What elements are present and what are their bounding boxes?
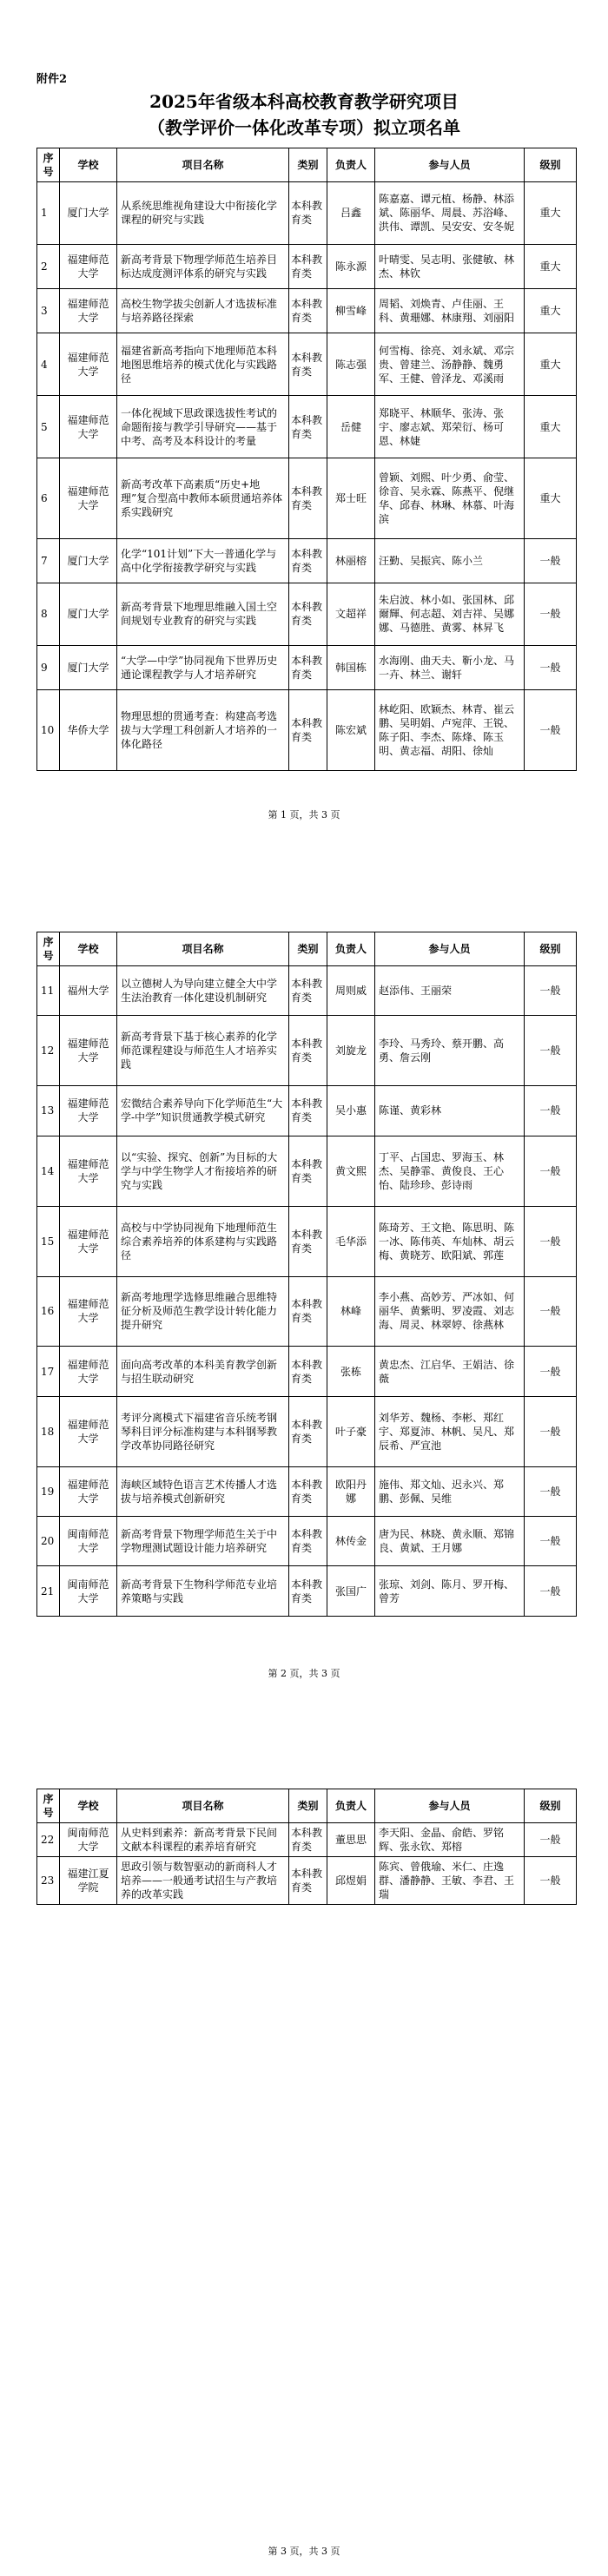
cell-level: 一般 — [525, 1016, 577, 1086]
header-members: 参与人员 — [375, 148, 525, 182]
cell-school: 厦门大学 — [60, 182, 117, 245]
cell-level: 一般 — [525, 1517, 577, 1566]
cell-index: 10 — [37, 689, 60, 770]
page-footer: 第 2 页，共 3 页 — [268, 1668, 340, 1679]
cell-level: 一般 — [525, 1347, 577, 1396]
cell-level: 一般 — [525, 538, 577, 583]
cell-index: 21 — [37, 1566, 60, 1617]
cell-school: 福建师范大学 — [60, 458, 117, 539]
cell-category: 本科教育类 — [289, 645, 327, 689]
cell-level: 重大 — [525, 182, 577, 245]
cell-index: 6 — [37, 458, 60, 539]
cell-school: 福建师范大学 — [60, 1347, 117, 1396]
cell-school: 福建师范大学 — [60, 396, 117, 458]
cell-school: 福建师范大学 — [60, 1136, 117, 1206]
cell-project-name: 新高考背景下地理思维融入国土空间规划专业教育的研究与实践 — [117, 583, 289, 645]
cell-school: 福建师范大学 — [60, 1276, 117, 1347]
cell-level: 重大 — [525, 396, 577, 458]
cell-project-name: 新高考背景下物理学师范生培养目标达成度测评体系的研究与实践 — [117, 244, 289, 288]
table-row — [37, 966, 577, 1016]
table-body — [37, 966, 577, 1617]
cell-leader: 吕鑫 — [327, 182, 375, 245]
table-body — [37, 1823, 577, 1905]
header-leader: 负责人 — [327, 1789, 375, 1823]
cell-project-name: 新高考改革下高素质“历史+地理”复合型高中教师本硕贯通培养体系实践研究 — [117, 458, 289, 539]
cell-leader: 岳健 — [327, 396, 375, 458]
table-row — [37, 1206, 577, 1276]
header-row — [37, 1789, 577, 1823]
cell-leader: 张国广 — [327, 1566, 375, 1617]
table-header — [37, 148, 577, 182]
cell-project-name: 从史料到素养：新高考背景下民间文献本科课程的素养培育研究 — [117, 1823, 289, 1857]
cell-school: 福州大学 — [60, 966, 117, 1016]
cell-index: 16 — [37, 1276, 60, 1347]
cell-project-name: 思政引领与数智驱动的新商科人才培养——一般通考试招生与产教培养的改革实践 — [117, 1857, 289, 1905]
cell-school: 福建师范大学 — [60, 244, 117, 288]
cell-category: 本科教育类 — [289, 458, 327, 539]
cell-category: 本科教育类 — [289, 396, 327, 458]
cell-level: 一般 — [525, 1136, 577, 1206]
header-category: 类别 — [289, 148, 327, 182]
cell-index: 22 — [37, 1823, 60, 1857]
cell-level: 一般 — [525, 1276, 577, 1347]
cell-index: 3 — [37, 289, 60, 333]
cell-index: 17 — [37, 1347, 60, 1396]
cell-project-name: 高校与中学协同视角下地理师范生综合素养培养的体系建构与实践路径 — [117, 1206, 289, 1276]
cell-category: 本科教育类 — [289, 1823, 327, 1857]
cell-leader: 陈宏斌 — [327, 689, 375, 770]
cell-members: 陈嘉嘉、谭元植、杨静、林添斌、陈丽华、周晨、苏浴峰、洪伟、谭凯、吴安安、安冬妮 — [375, 182, 525, 245]
table-row — [37, 689, 577, 770]
header-level: 级别 — [525, 932, 577, 966]
cell-project-name: 福建省新高考指向下地理师范本科地图思维培养的模式优化与实践路径 — [117, 333, 289, 396]
cell-level: 一般 — [525, 1823, 577, 1857]
cell-school: 福建江夏学院 — [60, 1857, 117, 1905]
cell-leader: 陈永源 — [327, 244, 375, 288]
table-row — [37, 583, 577, 645]
table-row — [37, 1466, 577, 1516]
cell-leader: 林传金 — [327, 1517, 375, 1566]
title-line-2: （教学评价一体化改革专项）拟立项名单 — [148, 117, 460, 138]
cell-project-name: 面向高考改革的本科美育教学创新与招生联动研究 — [117, 1347, 289, 1396]
cell-members: 朱启波、林小如、张国林、邱爾輝、何志超、刘吉祥、吴娜娜、马德胜、黄雾、林昇飞 — [375, 583, 525, 645]
header-members: 参与人员 — [375, 932, 525, 966]
cell-category: 本科教育类 — [289, 1857, 327, 1905]
cell-project-name: 宏微结合素养导向下化学师范生“大学-中学”知识贯通教学模式研究 — [117, 1086, 289, 1136]
cell-category: 本科教育类 — [289, 289, 327, 333]
table-row — [37, 289, 577, 333]
cell-school: 闽南师范大学 — [60, 1823, 117, 1857]
header-level: 级别 — [525, 148, 577, 182]
cell-school: 闽南师范大学 — [60, 1517, 117, 1566]
cell-project-name: 化学“101计划”下大一普通化学与高中化学衔接教学研究与实践 — [117, 538, 289, 583]
cell-members: 曾颖、刘熙、叶少勇、俞莹、徐音、吴永霖、陈燕平、倪继华、邱春、林琳、林慕、叶海滨 — [375, 458, 525, 539]
cell-category: 本科教育类 — [289, 1517, 327, 1566]
table-row — [37, 1857, 577, 1905]
cell-level: 一般 — [525, 966, 577, 1016]
cell-category: 本科教育类 — [289, 1136, 327, 1206]
cell-school: 华侨大学 — [60, 689, 117, 770]
cell-index: 9 — [37, 645, 60, 689]
cell-category: 本科教育类 — [289, 1566, 327, 1617]
cell-level: 重大 — [525, 333, 577, 396]
cell-school: 福建师范大学 — [60, 333, 117, 396]
cell-members: 张琼、刘剑、陈月、罗开梅、曾芳 — [375, 1566, 525, 1617]
cell-school: 闽南师范大学 — [60, 1566, 117, 1617]
header-project: 项目名称 — [117, 932, 289, 966]
table-header — [37, 1789, 577, 1823]
cell-school: 福建师范大学 — [60, 1086, 117, 1136]
header-row — [37, 148, 577, 182]
cell-leader: 柳雪峰 — [327, 289, 375, 333]
cell-level: 一般 — [525, 1086, 577, 1136]
header-index: 序号 — [37, 1789, 60, 1823]
cell-index: 15 — [37, 1206, 60, 1276]
cell-index: 7 — [37, 538, 60, 583]
cell-category: 本科教育类 — [289, 1347, 327, 1396]
cell-leader: 韩国栋 — [327, 645, 375, 689]
cell-leader: 邱煜娟 — [327, 1857, 375, 1905]
cell-index: 13 — [37, 1086, 60, 1136]
cell-category: 本科教育类 — [289, 182, 327, 245]
header-category: 类别 — [289, 1789, 327, 1823]
cell-level: 一般 — [525, 1466, 577, 1516]
cell-leader: 周则威 — [327, 966, 375, 1016]
page-footer: 第 3 页，共 3 页 — [268, 2546, 340, 2557]
cell-leader: 刘旋龙 — [327, 1016, 375, 1086]
cell-members: 赵添伟、王丽荣 — [375, 966, 525, 1016]
cell-category: 本科教育类 — [289, 689, 327, 770]
cell-level: 一般 — [525, 1206, 577, 1276]
project-table — [36, 1789, 577, 1905]
cell-category: 本科教育类 — [289, 1206, 327, 1276]
header-index: 序号 — [37, 932, 60, 966]
cell-members: 何雪梅、徐亮、刘永斌、邓宗贵、曾建兰、汤静静、魏勇军、王健、曾泽龙、邓溪雨 — [375, 333, 525, 396]
page-3 — [0, 1717, 608, 2576]
table-row — [37, 333, 577, 396]
cell-index: 23 — [37, 1857, 60, 1905]
cell-members: 汪勤、吴振宾、陈小兰 — [375, 538, 525, 583]
cell-level: 一般 — [525, 1566, 577, 1617]
cell-members: 唐为民、林晓、黄永顺、郑锦良、黄斌、王月娜 — [375, 1517, 525, 1566]
cell-category: 本科教育类 — [289, 244, 327, 288]
cell-leader: 文超祥 — [327, 583, 375, 645]
cell-category: 本科教育类 — [289, 1086, 327, 1136]
cell-members: 施伟、郑文灿、迟永兴、郑鹏、彭佩、吴维 — [375, 1466, 525, 1516]
cell-members: 陈谨、黄彩林 — [375, 1086, 525, 1136]
cell-category: 本科教育类 — [289, 333, 327, 396]
header-school: 学校 — [60, 932, 117, 966]
cell-index: 12 — [37, 1016, 60, 1086]
header-members: 参与人员 — [375, 1789, 525, 1823]
cell-project-name: 从系统思维视角建设大中衔接化学课程的研究与实践 — [117, 182, 289, 245]
cell-project-name: 高校生物学拔尖创新人才选拔标准与培养路径探索 — [117, 289, 289, 333]
cell-leader: 吴小惠 — [327, 1086, 375, 1136]
cell-leader: 陈志强 — [327, 333, 375, 396]
document-title — [0, 89, 608, 141]
cell-members: 李玲、马秀玲、蔡开鹏、高勇、詹云刚 — [375, 1016, 525, 1086]
cell-level: 一般 — [525, 1857, 577, 1905]
header-leader: 负责人 — [327, 932, 375, 966]
cell-members: 水海刚、曲天夫、靳小龙、马一卉、林兰、谢轩 — [375, 645, 525, 689]
cell-school: 厦门大学 — [60, 645, 117, 689]
cell-level: 一般 — [525, 1396, 577, 1466]
table-row — [37, 1396, 577, 1466]
cell-project-name: 物理思想的贯通考查：构建高考选拔与大学理工科创新人才培养的一体化路径 — [117, 689, 289, 770]
cell-level: 重大 — [525, 458, 577, 539]
cell-index: 1 — [37, 182, 60, 245]
cell-leader: 张栋 — [327, 1347, 375, 1396]
cell-school: 厦门大学 — [60, 538, 117, 583]
table-row — [37, 458, 577, 539]
cell-school: 福建师范大学 — [60, 289, 117, 333]
cell-category: 本科教育类 — [289, 966, 327, 1016]
project-table — [36, 148, 577, 771]
project-table — [36, 932, 577, 1617]
page-1 — [0, 0, 608, 859]
cell-leader: 林丽榕 — [327, 538, 375, 583]
cell-leader: 欧阳丹娜 — [327, 1466, 375, 1516]
cell-index: 19 — [37, 1466, 60, 1516]
cell-index: 2 — [37, 244, 60, 288]
cell-members: 郑晓平、林顺华、张涛、张宇、廖志斌、郑荣衍、杨可恩、林婕 — [375, 396, 525, 458]
cell-project-name: 新高考背景下基于核心素养的化学师范课程建设与师范生人才培养实践 — [117, 1016, 289, 1086]
table-row — [37, 1086, 577, 1136]
cell-leader: 董思思 — [327, 1823, 375, 1857]
cell-index: 11 — [37, 966, 60, 1016]
cell-members: 周韬、刘焕青、卢佳丽、王科、黄珊娜、林康翔、刘丽阳 — [375, 289, 525, 333]
cell-index: 4 — [37, 333, 60, 396]
header-project: 项目名称 — [117, 1789, 289, 1823]
table-row — [37, 1517, 577, 1566]
page-footer: 第 1 页，共 3 页 — [268, 809, 340, 820]
title-line-1: 2025年省级本科高校教育教学研究项目 — [149, 91, 459, 112]
header-school: 学校 — [60, 1789, 117, 1823]
cell-project-name: 考评分离模式下福建省音乐统考钢琴科目评分标准构建与本科钢琴教学改革协同路径研究 — [117, 1396, 289, 1466]
table-row — [37, 1276, 577, 1347]
cell-index: 20 — [37, 1517, 60, 1566]
cell-category: 本科教育类 — [289, 1016, 327, 1086]
cell-index: 8 — [37, 583, 60, 645]
attachment-label: 附件2 — [36, 73, 68, 86]
cell-project-name: 新高考背景下物理学师范生关于中学物理测试题设计能力培养研究 — [117, 1517, 289, 1566]
header-school: 学校 — [60, 148, 117, 182]
table-header — [37, 932, 577, 966]
cell-members: 林屹阳、欧颖杰、林青、崔云鹏、吴明娟、卢宛萍、王锐、陈子阳、李杰、陈烽、陈玉明、黄志福、胡阳、徐灿 — [375, 689, 525, 770]
cell-index: 18 — [37, 1396, 60, 1466]
cell-members: 刘华芳、魏杨、李彬、郑红宇、郑夏沛、林帆、吴凡、郑辰希、严宣池 — [375, 1396, 525, 1466]
cell-level: 重大 — [525, 289, 577, 333]
cell-members: 李天阳、金晶、俞皓、罗铭辉、张永钦、郑榕 — [375, 1823, 525, 1857]
table-row — [37, 182, 577, 245]
table-row — [37, 244, 577, 288]
cell-level: 一般 — [525, 689, 577, 770]
cell-project-name: 新高考地理学选修思维融合思维特征分析及师范生教学设计转化能力提升研究 — [117, 1276, 289, 1347]
cell-index: 14 — [37, 1136, 60, 1206]
cell-project-name: “大学—中学”协同视角下世界历史通论课程教学与人才培养研究 — [117, 645, 289, 689]
table-row — [37, 538, 577, 583]
cell-school: 福建师范大学 — [60, 1016, 117, 1086]
cell-project-name: 海峡区域特色语言艺术传播人才选拔与培养模式创新研究 — [117, 1466, 289, 1516]
cell-category: 本科教育类 — [289, 1396, 327, 1466]
cell-members: 黄忠杰、江启华、王娟洁、徐薇 — [375, 1347, 525, 1396]
header-project: 项目名称 — [117, 148, 289, 182]
cell-members: 陈琦芳、王文艳、陈思明、陈一冰、陈伟英、车灿林、胡云梅、黄晓芳、欧阳斌、郭莲 — [375, 1206, 525, 1276]
table-row — [37, 645, 577, 689]
cell-level: 一般 — [525, 583, 577, 645]
cell-leader: 叶子豪 — [327, 1396, 375, 1466]
cell-members: 陈宾、曾俄瑜、米仁、庄逸群、潘静静、王敏、李君、王瑞 — [375, 1857, 525, 1905]
header-index: 序号 — [37, 148, 60, 182]
cell-project-name: 以立德树人为导向建立健全大中学生法治教育一体化建设机制研究 — [117, 966, 289, 1016]
table-body — [37, 182, 577, 771]
cell-school: 福建师范大学 — [60, 1466, 117, 1516]
table-row — [37, 1823, 577, 1857]
cell-members: 叶晴雯、吴志明、张健敏、林杰、林钦 — [375, 244, 525, 288]
table-row — [37, 396, 577, 458]
cell-level: 重大 — [525, 244, 577, 288]
cell-leader: 林峰 — [327, 1276, 375, 1347]
cell-members: 李小燕、高妙芳、严冰如、何丽华、黄紫明、罗凌霞、刘志海、周灵、林翠婷、徐燕林 — [375, 1276, 525, 1347]
cell-leader: 毛华添 — [327, 1206, 375, 1276]
header-category: 类别 — [289, 932, 327, 966]
cell-members: 丁平、占国忠、罗海玉、林杰、吴静霏、黄俊良、王心怡、陆珍珍、彭诗雨 — [375, 1136, 525, 1206]
cell-project-name: 以“实验、探究、创新”为目标的大学与中学生物学人才衔接培养的研究与实践 — [117, 1136, 289, 1206]
cell-category: 本科教育类 — [289, 538, 327, 583]
cell-category: 本科教育类 — [289, 1276, 327, 1347]
page-2 — [0, 859, 608, 1717]
cell-leader: 郑士旺 — [327, 458, 375, 539]
header-level: 级别 — [525, 1789, 577, 1823]
table-row — [37, 1347, 577, 1396]
header-row — [37, 932, 577, 966]
cell-index: 5 — [37, 396, 60, 458]
header-leader: 负责人 — [327, 148, 375, 182]
table-row — [37, 1566, 577, 1617]
cell-school: 福建师范大学 — [60, 1206, 117, 1276]
cell-leader: 黄文熙 — [327, 1136, 375, 1206]
cell-project-name: 一体化视域下思政课选拔性考试的命题衔接与教学引导研究——基于中考、高考及本科设计的考量 — [117, 396, 289, 458]
cell-school: 厦门大学 — [60, 583, 117, 645]
table-row — [37, 1016, 577, 1086]
cell-school: 福建师范大学 — [60, 1396, 117, 1466]
table-row — [37, 1136, 577, 1206]
cell-project-name: 新高考背景下生物科学师范专业培养策略与实践 — [117, 1566, 289, 1617]
cell-level: 一般 — [525, 645, 577, 689]
cell-category: 本科教育类 — [289, 1466, 327, 1516]
cell-category: 本科教育类 — [289, 583, 327, 645]
